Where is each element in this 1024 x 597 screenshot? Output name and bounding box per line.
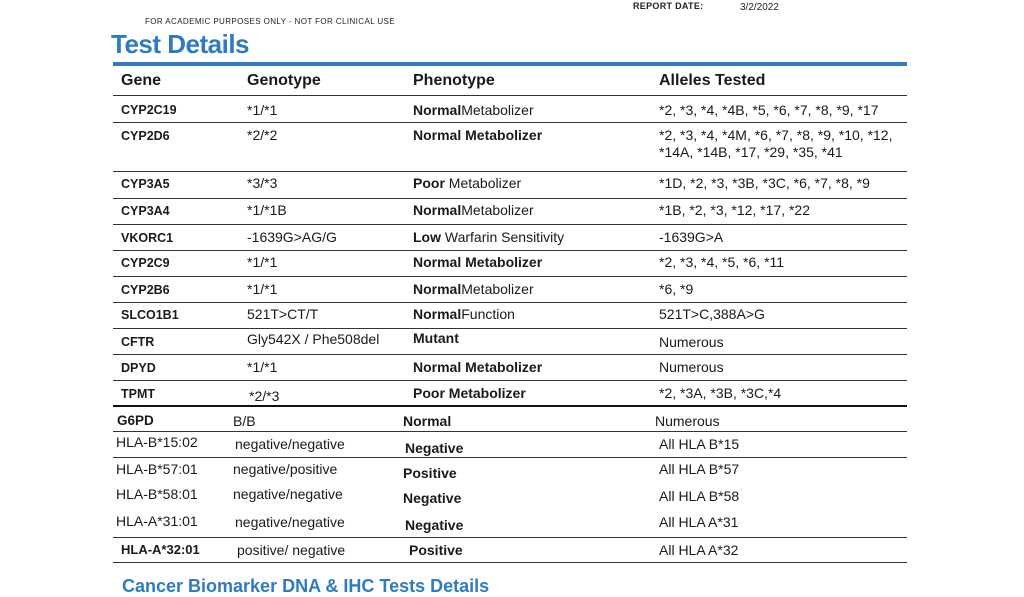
row-phenotype: Positive: [409, 542, 463, 558]
row-alleles: All HLA B*58: [659, 488, 740, 504]
row-gene: CFTR: [121, 335, 155, 349]
row-phenotype: Normal: [403, 413, 452, 429]
row-gene: SLCO1B1: [121, 308, 179, 322]
row-gene: CYP2C19: [121, 103, 177, 117]
row-phenotype: Normal Metabolizer: [413, 127, 543, 143]
row-genotype: 521T>CT/T: [247, 306, 319, 322]
row-gene: G6PD: [117, 413, 154, 428]
row-phenotype: [413, 102, 534, 118]
row-genotype: *1/*1: [247, 359, 278, 375]
row-genotype: *1/*1: [247, 254, 278, 270]
row-alleles: *2, *3A, *3B, *3C,*4: [659, 385, 782, 401]
next-section-title: Cancer Biomarker DNA & IHC Tests Details: [122, 576, 490, 596]
row-genotype: *2/*3: [249, 388, 280, 404]
header-phenotype: Phenotype: [413, 72, 495, 89]
phenotype-rest: Function: [461, 306, 515, 322]
row-phenotype: Negative: [405, 517, 464, 533]
table-row: [113, 199, 907, 225]
row-phenotype: Positive: [403, 465, 457, 481]
row-alleles: All HLA A*32: [659, 542, 739, 558]
phenotype-bold: Low: [413, 229, 441, 245]
row-genotype: positive/ negative: [237, 542, 346, 558]
row-phenotype: [413, 281, 534, 297]
row-alleles: Numerous: [659, 359, 724, 375]
disclaimer: FOR ACADEMIC PURPOSES ONLY - NOT FOR CLINICAL USE: [145, 17, 396, 26]
table-row: [113, 251, 907, 277]
row-gene: CYP3A4: [121, 204, 170, 218]
row-alleles: All HLA B*57: [659, 461, 740, 477]
table-row: [113, 277, 907, 303]
row-gene: HLA-B*15:02: [116, 434, 198, 450]
row-phenotype: Negative: [403, 490, 462, 506]
table-row: [113, 381, 907, 407]
report-date-label: REPORT DATE:: [633, 1, 704, 11]
row-phenotype: [413, 229, 564, 245]
row-gene: DPYD: [121, 361, 156, 375]
header-genotype: Genotype: [247, 72, 321, 89]
row-gene: HLA-A*32:01: [121, 542, 200, 557]
row-genotype: *2/*2: [247, 127, 278, 143]
header-alleles: Alleles Tested: [659, 72, 766, 89]
table-row: [113, 123, 907, 172]
row-phenotype: Poor Metabolizer: [413, 385, 526, 401]
row-gene: TPMT: [121, 387, 156, 401]
page-title: Test Details: [111, 29, 250, 59]
row-gene: CYP2B6: [121, 283, 170, 297]
table-row: [113, 538, 907, 563]
row-phenotype: [413, 306, 515, 322]
row-genotype: *3/*3: [247, 175, 278, 191]
phenotype-rest: Metabolizer: [461, 281, 534, 297]
phenotype-bold: Normal: [413, 281, 462, 297]
table-row: [113, 432, 907, 458]
table-row: [113, 510, 907, 538]
row-gene: CYP2C9: [121, 256, 170, 270]
table-row: [113, 172, 907, 199]
table-row: [113, 96, 907, 123]
table-row: [113, 329, 907, 355]
row-genotype: *1/*1: [247, 102, 278, 118]
row-gene: CYP3A5: [121, 177, 170, 191]
row-genotype: negative/negative: [233, 486, 343, 502]
table-header: [113, 66, 907, 96]
phenotype-rest: Metabolizer: [444, 175, 522, 191]
row-alleles: 521T>C,388A>G: [659, 306, 765, 322]
row-phenotype: [413, 175, 521, 191]
row-gene: HLA-B*57:01: [116, 461, 198, 477]
row-genotype: B/B: [233, 413, 256, 429]
row-alleles: Numerous: [659, 334, 724, 350]
row-phenotype: Normal Metabolizer: [413, 359, 543, 375]
phenotype-bold: Normal: [413, 202, 462, 218]
row-alleles: *2, *3, *4, *4B, *5, *6, *7, *8, *9, *17: [659, 102, 879, 118]
row-alleles: *2, *3, *4, *4M, *6, *7, *8, *9, *10, *12, *14A, *14B, *17, *29, *35, *41: [659, 127, 893, 160]
row-alleles: Numerous: [655, 413, 720, 429]
row-genotype: negative/negative: [235, 514, 345, 530]
row-gene: HLA-A*31:01: [116, 513, 198, 529]
phenotype-bold: Normal: [413, 306, 462, 322]
table-row: [113, 458, 907, 483]
phenotype-rest: Metabolizer: [461, 102, 534, 118]
row-alleles: *1D, *2, *3, *3B, *3C, *6, *7, *8, *9: [659, 175, 870, 191]
table-row: [113, 225, 907, 251]
phenotype-bold: Normal: [413, 102, 462, 118]
row-genotype: negative/positive: [233, 461, 338, 477]
report-date-value: 3/2/2022: [740, 2, 779, 13]
row-gene: VKORC1: [121, 231, 174, 245]
row-alleles: *1B, *2, *3, *12, *17, *22: [659, 202, 810, 218]
table-row: [113, 484, 907, 509]
row-phenotype: Normal Metabolizer: [413, 254, 543, 270]
phenotype-rest: Warfarin Sensitivity: [441, 229, 565, 245]
row-genotype: -1639G>AG/G: [247, 229, 337, 245]
phenotype-rest: Metabolizer: [461, 202, 534, 218]
row-phenotype: [413, 202, 534, 218]
row-genotype: *1/*1: [247, 281, 278, 297]
header-gene: Gene: [121, 72, 162, 89]
row-alleles: *2, *3, *4, *5, *6, *11: [659, 254, 785, 270]
row-genotype: Gly542X / Phe508del: [247, 331, 380, 347]
row-gene: HLA-B*58:01: [116, 486, 198, 502]
row-alleles: All HLA B*15: [659, 436, 740, 452]
row-gene: CYP2D6: [121, 129, 170, 143]
table-row: [113, 355, 907, 381]
row-genotype: negative/negative: [235, 436, 345, 452]
row-alleles: All HLA A*31: [659, 514, 739, 530]
row-alleles: -1639G>A: [659, 229, 724, 245]
row-genotype: *1/*1B: [247, 202, 287, 218]
phenotype-bold: Poor: [413, 175, 445, 191]
row-phenotype: Mutant: [413, 330, 459, 346]
row-alleles: *6, *9: [659, 281, 694, 297]
table-row: [113, 407, 907, 432]
table-row: [113, 303, 907, 329]
row-phenotype: Negative: [405, 440, 464, 456]
